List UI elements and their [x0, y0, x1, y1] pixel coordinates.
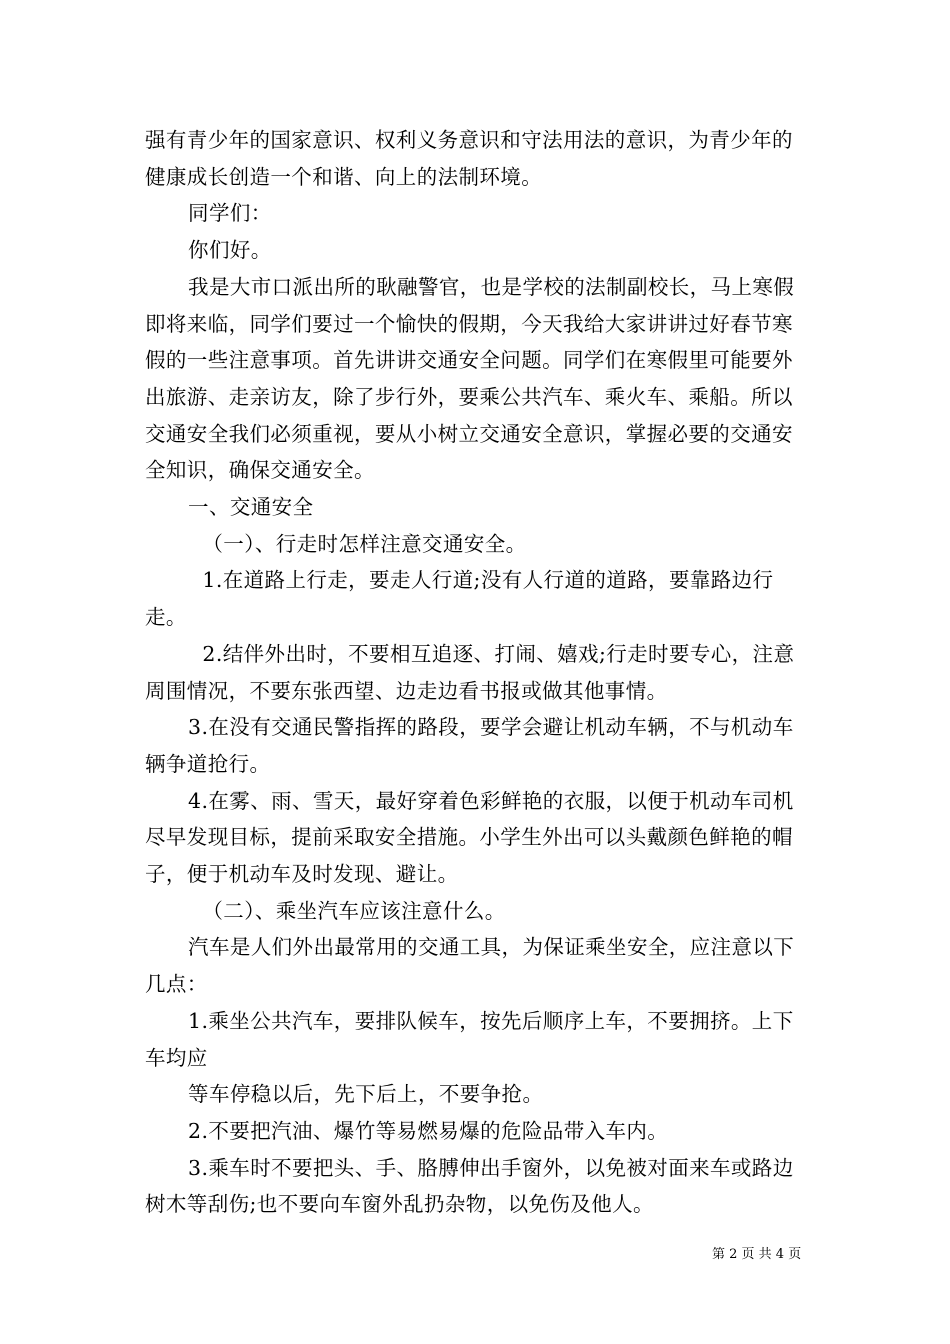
paragraph-1: 强有青少年的国家意识、权利义务意识和守法用法的意识，为青少年的健康成长创造一个和谐、向上的法制环境。	[145, 128, 793, 189]
paragraph-12: 汽车是人们外出最常用的交通工具，为保证乘坐安全，应注意以下几点：	[145, 935, 795, 997]
section-heading-traffic-safety: 一、交通安全	[188, 495, 314, 520]
paragraph-8: 2.结伴外出时，不要相互追逐、打闹、嬉戏;行走时要专心，注意周围情况，不要东张西望、边走边看书报或做其他事情。	[145, 641, 795, 703]
paragraph-7: 1.在道路上行走，要走人行道;没有人行道的道路，要靠路边行走。	[145, 568, 774, 630]
paragraph-15: 2.不要把汽油、爆竹等易燃易爆的危险品带入车内。	[188, 1118, 669, 1143]
paragraph-13: 1.乘坐公共汽车，要排队候车，按先后顺序上车，不要拥挤。上下车均应	[145, 1008, 794, 1070]
body-text	[145, 122, 810, 1223]
page-number: 第 2 页 共 4 页	[712, 1247, 802, 1262]
paragraph-10: 4.在雾、雨、雪天，最好穿着色彩鲜艳的衣服，以便于机动车司机尽早发现目标，提前采取安全措施。小学生外出可以头戴颜色鲜艳的帽子，便于机动车及时发现、避让。	[145, 788, 794, 887]
paragraph-3: 你们好。	[188, 238, 272, 263]
paragraph-16: 3.乘车时不要把头、手、胳膊伸出手窗外，以免被对面来车或路边树木等刮伤;也不要向车窗外乱扔杂物，以免伤及他人。	[145, 1155, 794, 1217]
subsection-heading-bus: （二）、乘坐汽车应该注意什么。	[202, 898, 506, 923]
subsection-heading-walking: （一）、行走时怎样注意交通安全。	[202, 531, 527, 556]
paragraph-9: 3.在没有交通民警指挥的路段，要学会避让机动车辆，不与机动车辆争道抢行。	[145, 715, 794, 776]
paragraph-2: 同学们：	[188, 201, 272, 226]
paragraph-4: 我是大市口派出所的耿融警官，也是学校的法制副校长，马上寒假即将来临，同学们要过一个愉快的假期，今天我给大家讲讲过好春节寒假的一些注意事项。首先讲讲交通安全问题。同学们在寒假里可能要外出旅游、走亲访友，除了步行外，要乘公共汽车、乘火车、乘船。所以交通安全我们必须重视，要从小树立交通安全意识，掌握必要的交通安全知识，确保交通安全。	[145, 274, 795, 483]
paragraph-14: 等车停稳以后，先下后上，不要争抢。	[188, 1082, 544, 1107]
